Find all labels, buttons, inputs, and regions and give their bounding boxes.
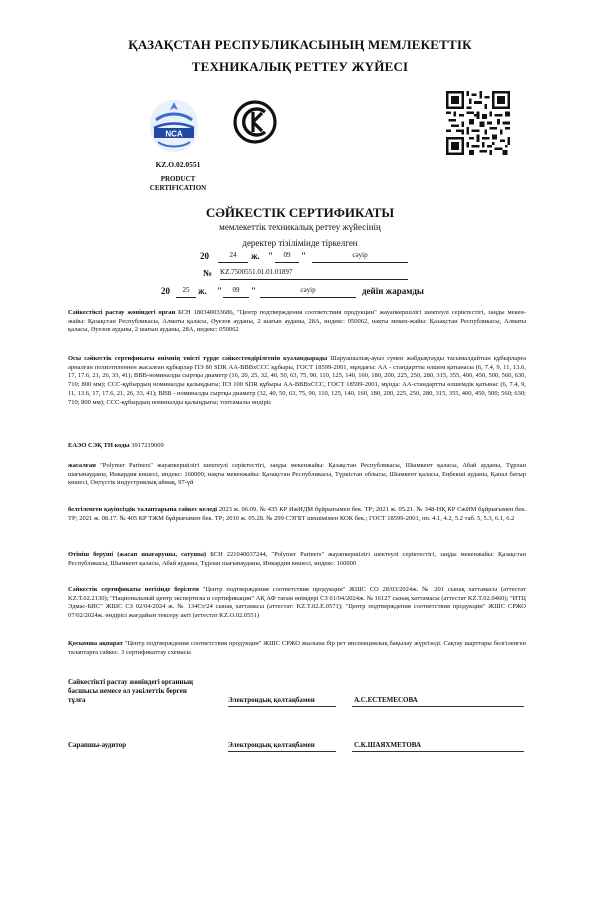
additional-info-paragraph — [68, 640, 526, 657]
header-line-2: ТЕХНИКАЛЫҚ РЕТТЕУ ЖҮЙЕСІ — [191, 59, 409, 74]
certificate-subtitle-2: деректер тізілімінде тіркелген — [242, 238, 358, 248]
basis-label: Сәйкестік сертификаты негізінде берілген — [68, 586, 199, 593]
product-label-text: Осы сәйкестік сертификаты өнімнің тиісті түрде сәйкестендірілгенін куәландырады — [68, 355, 328, 362]
auditor-electronic-signature: Электрондық қолтаңбамен — [228, 741, 315, 749]
auditor-name-line — [352, 751, 524, 752]
issue-day: 09 — [275, 251, 299, 263]
valid-year-prefix: 20 — [161, 286, 170, 296]
product-label: PRODUCT — [160, 175, 196, 183]
certificate-subtitle-1: мемлекеттік техникалық реттеу жүйесінің — [219, 222, 381, 232]
qr-code-icon — [446, 91, 510, 155]
product-text: Шаруашылық-ауыз сумен жабдықтауды тасымалдайтын құбырларға арналған полиэтиленнен жасалған құбырлар ПЭ 80 SDR АА-ВВВхССС құбыры, ГОСТ 18599-2001, мұндағы: АА - стандартты өлшем қатынасы (6, 7.4, 9, 11, 13.6, 17, 17.6, 21, 26, 33, 41); ВВВ-номиналды сыртқы диаметр (16, 20, 25, 32, 40, 50, 63, 75, 90, 110, 125, 140, 160, 180, 200, 225, 250, 280, 315, 355, 400, 450, 500, 560, 630, 710; 800 мм); ССС-құбырдың номиналды қалыңдығы; ПЭ 100 SDR құбыры АА-ВВВхССС, ГОСТ 18599-2001, мұнда: АА-стандартты өлшемдік қатынас (6, 7.4, 9, 11, 13.6, 17, 17.6, 21, 26, 33, 41); ВВВ - номиналды сыртқы диаметр (32, 40, 50, 63, 75, 90, 110, 125, 140, 160, 180, 200, 225, 250, 280, 315, 355, 400, 450, 500; 560; 630; 710; 800 мм); ССС-құбырдың номиналды қалыңдығы; топтамалы өндіріс — [68, 355, 526, 406]
svg-text:NCA: NCA — [165, 129, 183, 139]
valid-until-label: дейін жарамды — [362, 286, 424, 296]
certification-label: CERTIFICATION — [149, 184, 207, 192]
certificate-title: СӘЙКЕСТІК СЕРТИФИКАТЫ — [205, 205, 395, 220]
number-label: № — [203, 268, 213, 278]
auditor-signature-line — [228, 751, 336, 752]
valid-day: 09 — [223, 286, 249, 298]
applicant-paragraph — [68, 551, 526, 568]
tnved-code: 3917219009 — [129, 442, 164, 449]
valid-year-suffix: ж. — [198, 286, 207, 296]
valid-quote-open: " — [217, 286, 222, 296]
tnved-paragraph — [68, 442, 526, 451]
auditor-label: Сарапшы-аудитор — [68, 741, 127, 749]
issue-year-prefix: 20 — [200, 251, 209, 261]
basis-text: "Центр подтверждения соответствия продукции" ЖШС СО 28/03/2024ж. № 201 сынақ хаттамасы (аттестат KZ.T.02.2130); "Национальный центр экспертизы и сертификации" АҚ АФ тағам өнімдері СЗ 01/04/2024ж. № 16127 сынақ хаттамасы (аттестат KZ.T.02.0460); "ИТЦ Эдмас-БИС" ЖШС СЗ 02/04/2024 ж. № 134Ст/24 сынақ хаттамасы (аттестат: KZ.T.02.E.0571); "Центр подтверждения соответствия продукции" ЖШС СРЖО 07/02/2024ж. өндірісі жағдайын тексеру акті (аттестат KZ.O.02.0551) — [68, 586, 526, 620]
valid-quote-close: " — [251, 286, 256, 296]
head-signatory-label: Сәйкестікті растау жөніндегі органның басшысы немесе ол уәкілеттік берген тұлға — [68, 678, 194, 704]
head-name-line — [352, 706, 524, 707]
head-name: А.С.ЕСТЕМЕСОВА — [354, 696, 418, 704]
valid-year: 25 — [176, 286, 196, 298]
certification-body-paragraph — [68, 309, 526, 335]
auditor-name: С.К.ШАЯХМЕТОВА — [354, 741, 422, 749]
issue-month: сәуір — [312, 251, 408, 263]
head-electronic-signature: Электрондық қолтаңбамен — [228, 696, 315, 704]
header-line-1: ҚАЗАҚСТАН РЕСПУБЛИКАСЫНЫҢ МЕМЛЕКЕТТІК — [128, 37, 472, 52]
certification-body-text: БСН 180340033686, "Центр подтверждения соответствия продукции" жауапкершілігі шектеулі серіктестігі, заңды мекен-жайы: Қазақстан Республикасы, Алматы қаласы, Әуезов ауданы, 2 шағын ауданы, 28А, индекс: 050062, нақты мекен-жайы: Қазақстан Республикасы, Алматы қаласы, Әуезов ауданы, 2 шағын ауданы, 28А, индекс: 050062 — [68, 309, 527, 334]
conformity-mark-icon — [233, 100, 277, 144]
applicant-text: БСН 221040037244, "Polymer Partners" жауапкершілігі шектеулі серіктестігі, заңды мекенжайы: Қазақстан Республикасы, Шымкент қаласы, Абай ауданы, Тұрлан шағынауданы, Инкардия көшесі, индекс: 160000 — [68, 551, 527, 567]
issue-quote-open: " — [268, 251, 273, 261]
valid-month: сәуір — [260, 286, 356, 298]
manufacturer-paragraph — [68, 462, 526, 488]
head-signature-line — [228, 706, 336, 707]
manufacturer-text: "Polymer Partners" жауапкершілігі шектеулі серіктестігі, заңды мекенжайы: Қазақстан Республикасы, Шымкент қаласы, Абай ауданы, Тұрлан шағынауданы, Инкардия көшесі, индекс: 160000; нақты мекенжайы: Қазақстан Республикасы, Түркістан облысы, Шымкент қаласы, Еңбекші ауданы, Қапал батыр көшесі, Оңтүстік индустриялық аймақ, 97-үй — [68, 462, 526, 487]
additional-info-text: "Центр подтверждения соответствия продукции" ЖШС СРЖО жылына бір рет инспекциялық бақылау жүргізеді. Сақтау шарттары белгіленген талаптарға сәйкес. 3 сертификаттау схемасы — [68, 640, 527, 656]
certification-body-label: Сәйкестікті растау жөніндегі орган — [68, 309, 176, 316]
manufacturer-label: жасалған — [68, 462, 96, 469]
issue-quote-close: " — [301, 251, 306, 261]
certificate-number: KZ.7500551.01.01.01897 — [220, 268, 408, 280]
issue-year-suffix: ж. — [251, 251, 260, 261]
certification-emblem-icon — [148, 98, 200, 154]
requirements-paragraph — [68, 506, 526, 523]
body-code: KZ.O.02.0551 — [155, 160, 201, 169]
applicant-label: Өтініш беруші (жасап шығарушы, сатушы) — [68, 551, 207, 558]
requirements-label: белгіленген қауіпсіздік талаптарына сәйкес келеді — [68, 506, 218, 513]
tnved-label: ЕАЭО СЭҚ ТН коды — [68, 442, 130, 449]
additional-info-label: Қосымша ақпарат — [68, 640, 123, 647]
requirements-text: 2023 ж. 06.09. № 435 КР ИжИДМ бұйрығымен бек. ТР; 2021 ж. 05.21. № 348-НҚ КР СжИМ бұйрығымен бек. ТР; 2021 ж. 08.17. № 405 КР ТЖМ бұйрығымен бек. ТР; 2010 ж. 05.28. № 299 СЭГБТ шешімімен КОК бек.; ГОСТ 18599-2001, пп. 4.1, 4.2, 5.2 таб. 5, 5.3, 6.1, 6.2 — [68, 506, 526, 522]
product-paragraph — [68, 355, 526, 407]
basis-paragraph — [68, 586, 526, 621]
issue-year: 24 — [218, 251, 248, 263]
